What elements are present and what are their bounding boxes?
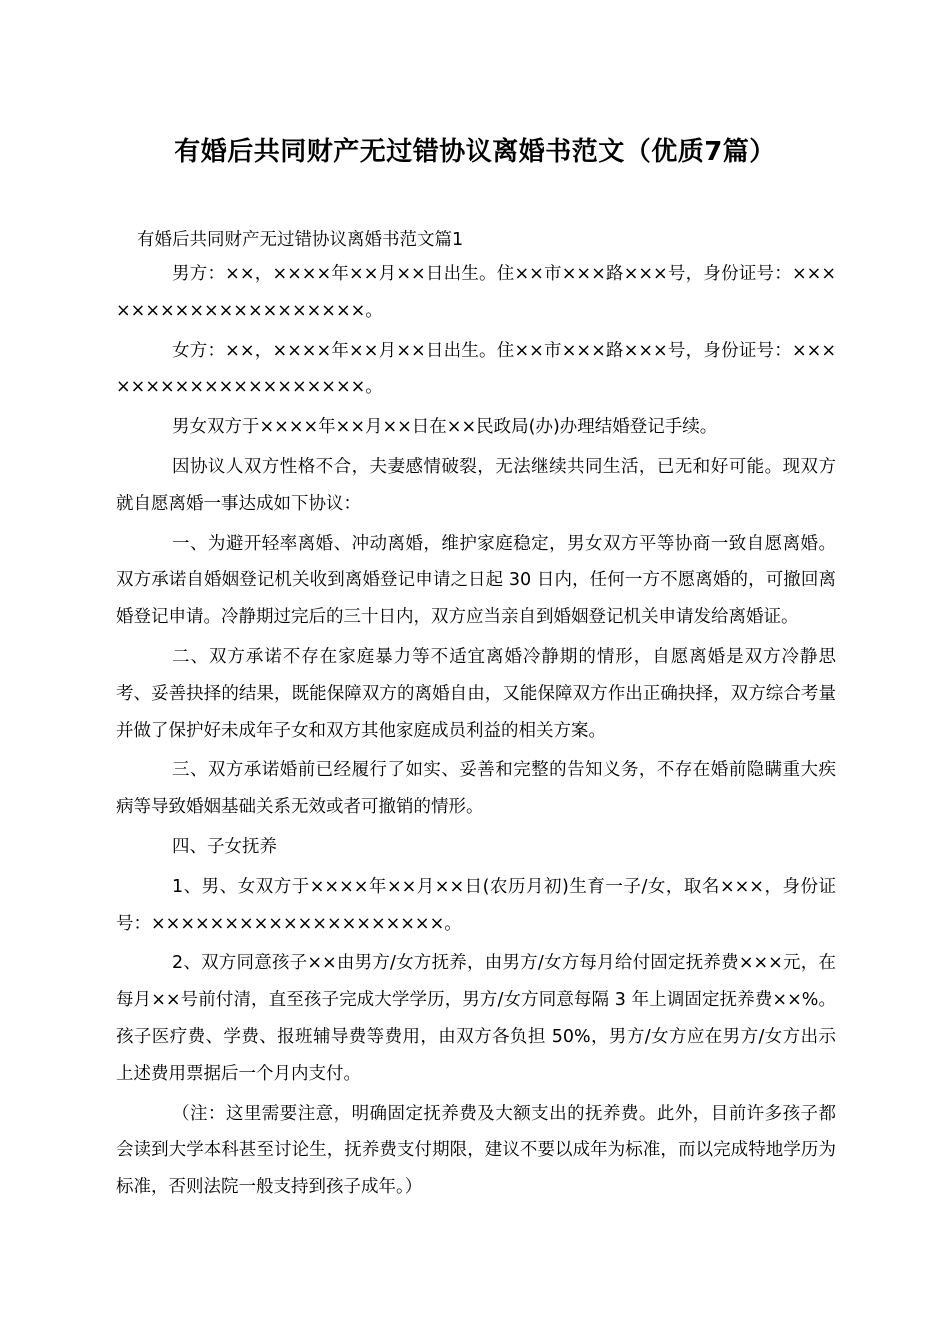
paragraph-female-party: 女方：××，××××年××月××日出生。住××市×××路×××号，身份证号：××××××××××××××××××××。 [116, 340, 836, 398]
paragraph-clause-3: 三、双方承诺婚前已经履行了如实、妥善和完整的告知义务，不存在婚前隐瞒重大疾病等导致婚姻基础关系无效或者可撤销的情形。 [116, 760, 836, 818]
paragraph-marriage-registration: 男女双方于××××年××月××日在××民政局(办)办理结婚登记手续。 [172, 417, 718, 438]
paragraph-child-birth: 1、男、女双方于××××年××月××日(农历月初)生育一子/女，取名×××，身份证号：××××××××××××××××××××。 [116, 876, 836, 934]
paragraph-child-support: 2、双方同意孩子××由男方/女方抚养，由男方/女方每月给付固定抚养费×××元，在每月××号前付清，直至孩子完成大学学历，男方/女方同意每隔 3 年上调固定抚养费××%。孩子医疗费、学费、报班辅导费等费用，由双方各负担 50%，男方/女方应在男方/女方出示上述费用票据后一个月内支付。 [116, 953, 836, 1084]
document-title: 有婚后共同财产无过错协议离婚书范文（优质7篇） [174, 137, 776, 167]
paragraph-male-party: 男方：××，××××年××月××日出生。住××市×××路×××号，身份证号：××××××××××××××××××××。 [116, 264, 836, 321]
paragraph-clause-4-heading: 四、子女抚养 [172, 836, 277, 857]
section-heading: 有婚后共同财产无过错协议离婚书范文篇1 [137, 230, 464, 250]
paragraph-reason: 因协议人双方性格不合，夫妻感情破裂，无法继续共同生活，已无和好可能。现双方就自愿离婚一事达成如下协议： [116, 456, 836, 514]
paragraph-clause-1: 一、为避开轻率离婚、冲动离婚，维护家庭稳定，男女双方平等协商一致自愿离婚。双方承诺自婚姻登记机关收到离婚登记申请之日起 30 日内，任何一方不愿离婚的，可撤回离婚登记申请。冷静期过完后的三十日内，双方应当亲自到婚姻登记机关申请发给离婚证。 [116, 533, 836, 628]
document-body [116, 256, 836, 1209]
paragraph-clause-2: 二、双方承诺不存在家庭暴力等不适宜离婚冷静期的情形，自愿离婚是双方冷静思考、妥善抉择的结果，既能保障双方的离婚自由，又能保障双方作出正确抉择，双方综合考量并做了保护好未成年子女和双方其他家庭成员利益的相关方案。 [116, 646, 836, 741]
paragraph-note: （注：这里需要注意，明确固定抚养费及大额支出的抚养费。此外，目前许多孩子都会读到大学本科甚至讨论生，抚养费支付期限，建议不要以成年为标准，而以完成特地学历为标准，否则法院一般支持到孩子成年。） [116, 1103, 836, 1198]
